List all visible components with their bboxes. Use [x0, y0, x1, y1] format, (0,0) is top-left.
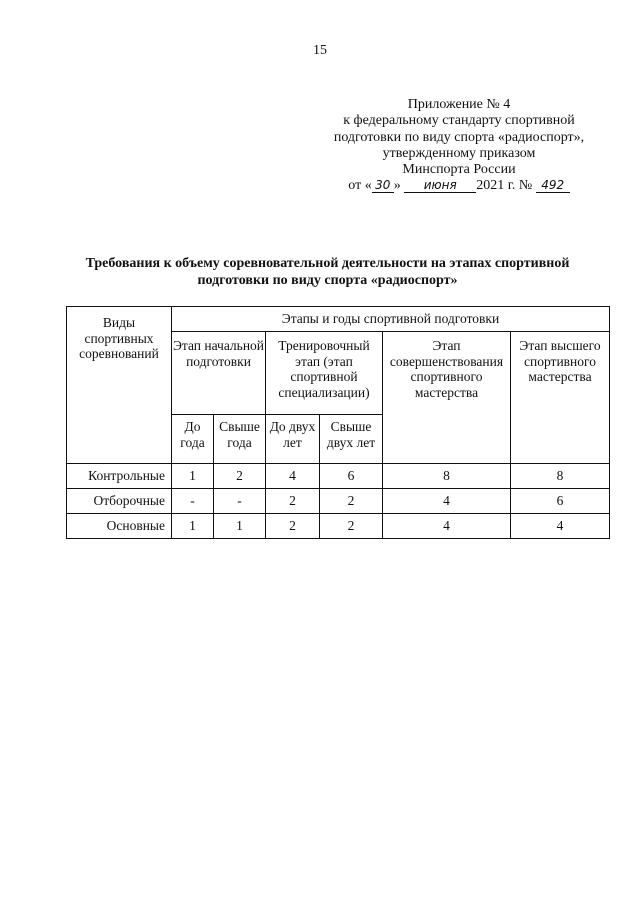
table-cell: 8 [383, 464, 511, 489]
table-cell: 2 [266, 489, 320, 514]
table-cell: 4 [383, 489, 511, 514]
table-row [67, 514, 610, 539]
appendix-header [320, 97, 598, 195]
date-mid: » [393, 178, 401, 194]
table-cell: - [172, 489, 214, 514]
handwritten-month: июня [404, 179, 476, 193]
table-row [67, 489, 610, 514]
stage-initial-header: Этап начальной подготовки [172, 332, 266, 415]
appendix-line: утвержденному приказом [382, 145, 536, 161]
table-cell: 8 [511, 464, 610, 489]
initial-upto-year-header: До года [172, 415, 214, 464]
row-kind: Отборочные [67, 489, 172, 514]
handwritten-order-number: 492 [536, 179, 570, 193]
row-kind: Основные [67, 514, 172, 539]
table-cell: 1 [172, 514, 214, 539]
page-number: 15 [313, 43, 327, 58]
stage-improvement-header: Этап совершенствования спортивного мастерства [383, 332, 511, 464]
table-cell: 6 [320, 464, 383, 489]
table-cell: - [214, 489, 266, 514]
requirements-table [66, 306, 610, 539]
table-cell: 1 [172, 464, 214, 489]
table-cell: 2 [214, 464, 266, 489]
kinds-header: Виды спортивных соревнований [67, 307, 172, 464]
table-cell: 1 [214, 514, 266, 539]
order-date-line [320, 178, 598, 194]
handwritten-day: 30 [372, 179, 394, 193]
table-cell: 2 [320, 489, 383, 514]
appendix-line: подготовки по виду спорта «радиоспорт», [333, 129, 585, 145]
stage-training-header: Тренировочный этап (этап спортивной специализации) [266, 332, 383, 415]
stage-higher-header: Этап высшего спортивного мастерства [511, 332, 610, 464]
table-cell: 4 [383, 514, 511, 539]
training-upto-two-header: До двух лет [266, 415, 320, 464]
document-title: Требования к объему соревновательной деятельности на этапах спортивной подготовки по виду спорта «радиоспорт» [85, 256, 570, 288]
table-cell: 2 [320, 514, 383, 539]
appendix-line: к федеральному стандарту спортивной [343, 113, 575, 129]
appendix-title: Приложение № 4 [407, 97, 511, 112]
date-year: 2021 г. № [476, 178, 533, 194]
row-kind: Контрольные [67, 464, 172, 489]
table-cell: 4 [511, 514, 610, 539]
table-cell: 2 [266, 514, 320, 539]
date-prefix: от « [348, 178, 372, 194]
table-cell: 6 [511, 489, 610, 514]
table-row [67, 464, 610, 489]
stages-header: Этапы и годы спортивной подготовки [172, 307, 610, 332]
initial-over-year-header: Свыше года [214, 415, 266, 464]
appendix-line: Минспорта России [402, 162, 516, 178]
table-cell: 4 [266, 464, 320, 489]
training-over-two-header: Свыше двух лет [320, 415, 383, 464]
